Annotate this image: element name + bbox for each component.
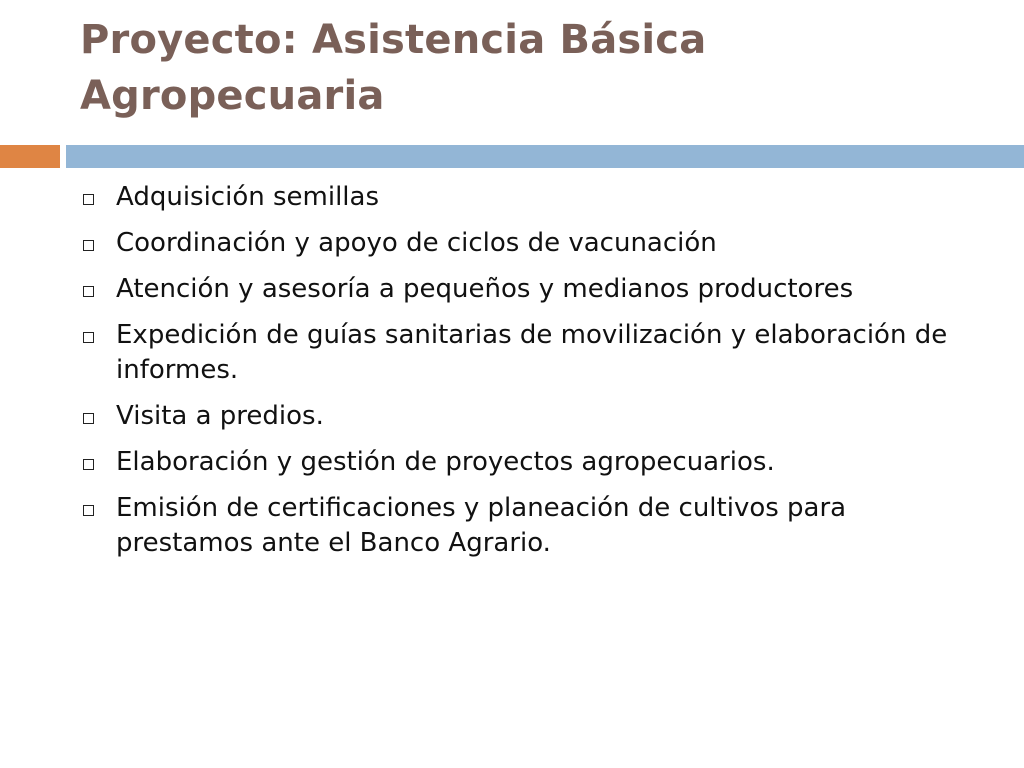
divider-accent-blue	[66, 145, 1024, 168]
bullet-text: Coordinación y apoyo de ciclos de vacunación	[116, 228, 717, 258]
square-bullet-icon	[83, 332, 94, 343]
list-item	[80, 226, 980, 261]
bullet-text: Visita a predios.	[116, 401, 324, 431]
square-bullet-icon	[83, 240, 94, 251]
list-item	[80, 445, 980, 480]
bullet-text: Expedición de guías sanitarias de movilización y elaboración de informes.	[116, 320, 948, 385]
divider-accent-orange	[0, 145, 60, 168]
bullet-text: Adquisición semillas	[116, 182, 379, 212]
bullet-text: Emisión de certificaciones y planeación de cultivos para prestamos ante el Banco Agrario.	[116, 493, 847, 558]
square-bullet-icon	[83, 286, 94, 297]
bullet-text: Atención y asesoría a pequeños y medianos productores	[116, 274, 854, 304]
slide-title	[80, 12, 980, 124]
square-bullet-icon	[83, 505, 94, 516]
title-line-2: Agropecuaria	[80, 73, 385, 119]
title-line-1: Proyecto: Asistencia Básica	[80, 17, 707, 63]
list-item	[80, 399, 980, 434]
list-item	[80, 272, 980, 307]
list-item	[80, 491, 980, 561]
square-bullet-icon	[83, 194, 94, 205]
bullet-text: Elaboración y gestión de proyectos agropecuarios.	[116, 447, 775, 477]
square-bullet-icon	[83, 459, 94, 470]
bullet-list	[80, 180, 980, 572]
square-bullet-icon	[83, 413, 94, 424]
list-item	[80, 180, 980, 215]
list-item	[80, 318, 980, 388]
